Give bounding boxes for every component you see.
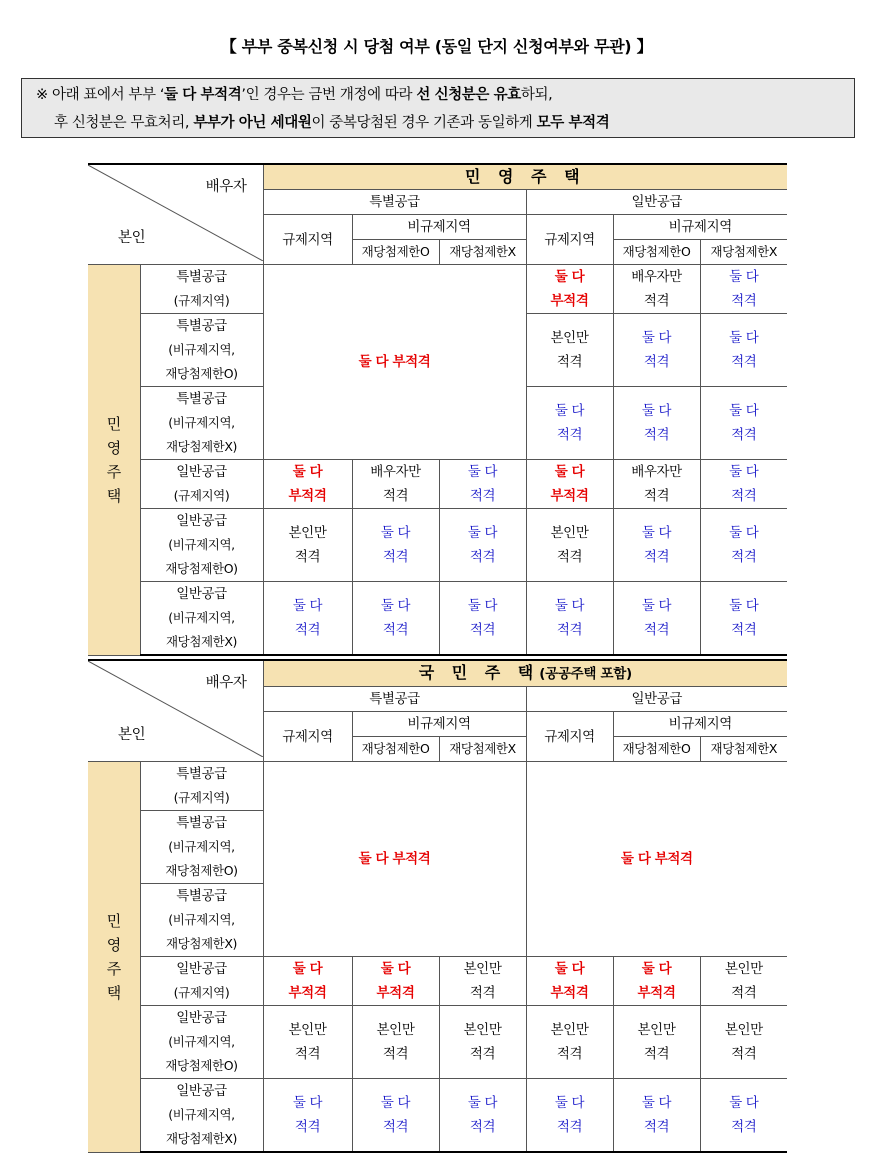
- spouse-label: 배우자: [205, 179, 247, 195]
- col-nonregulated: 비규제지역: [352, 215, 526, 240]
- result-cell: [613, 509, 700, 582]
- col-general-supply: 일반공급: [526, 687, 787, 712]
- result-cell: [263, 1079, 352, 1153]
- result-text: 둘 다 부적격: [550, 961, 589, 1001]
- row-label-main: 특별공급: [176, 269, 227, 285]
- col-limit-x: 재당첨제한X: [439, 240, 526, 265]
- result-cell: [263, 460, 352, 509]
- result-cell: [439, 957, 526, 1006]
- result-cell: [439, 1006, 526, 1079]
- result-text: 둘 다 적격: [729, 464, 759, 504]
- notice-box: [21, 78, 855, 138]
- result-cell: [263, 582, 352, 656]
- page-title: 【 부부 중복신청 시 당첨 여부 (동일 단지 신청여부와 무관) 】: [220, 37, 653, 56]
- result-text: 둘 다 부적격: [637, 961, 676, 1001]
- result-text: 둘 다 적격: [467, 525, 498, 565]
- notice-text: 하되,: [520, 87, 553, 103]
- col-limit-o: 재당첨제한O: [352, 737, 439, 762]
- result-text: 둘 다 부적격: [288, 464, 327, 504]
- result-cell: [352, 1079, 439, 1153]
- result-text: 둘 다 적격: [292, 1095, 323, 1135]
- result-cell: [700, 265, 787, 314]
- col-nonregulated: 비규제지역: [352, 712, 526, 737]
- row-label-main: 일반공급: [176, 1010, 227, 1026]
- merged-result-special: [263, 762, 526, 957]
- result-text: 본인만 적격: [288, 1022, 327, 1062]
- result-cell: [352, 957, 439, 1006]
- side-char: 민: [106, 911, 121, 930]
- result-cell: [526, 460, 613, 509]
- corner-header: [88, 164, 263, 265]
- row-label-sub: (비규제지역,: [168, 342, 235, 357]
- col-special-supply: 특별공급: [263, 687, 526, 712]
- row-label-main: 일반공급: [176, 464, 227, 480]
- result-text: 배우자만 적격: [631, 464, 682, 504]
- result-text: 둘 다 부적격: [550, 464, 589, 504]
- row-label-main: 일반공급: [176, 1083, 227, 1099]
- housing-type-title: 민 영 주 택: [464, 167, 586, 186]
- col-regulated: 규제지역: [263, 215, 352, 265]
- row-label-sub: 재당첨제한O): [165, 561, 238, 576]
- result-cell: [613, 314, 700, 387]
- national-housing-table: [88, 659, 787, 1153]
- row-label: [140, 811, 263, 884]
- col-limit-o: 재당첨제한O: [352, 240, 439, 265]
- col-limit-x: 재당첨제한X: [700, 240, 787, 265]
- notice-bold: 선 신청분은 유효: [416, 87, 521, 103]
- col-general-supply: 일반공급: [526, 190, 787, 215]
- result-text: 둘 다 부적격: [358, 851, 431, 867]
- result-text: 둘 다 적격: [729, 269, 759, 309]
- result-cell: [526, 387, 613, 460]
- result-text: 본인만 적격: [288, 525, 327, 565]
- result-text: 둘 다 적격: [729, 598, 759, 638]
- result-text: 둘 다 부적격: [550, 269, 589, 309]
- notice-line-2: [36, 109, 854, 137]
- result-text: 둘 다 적격: [641, 330, 672, 370]
- row-label-main: 특별공급: [176, 888, 227, 904]
- row-label-sub: (규제지역): [173, 985, 230, 1000]
- notice-bold: 둘 다 부적격: [164, 87, 242, 103]
- row-label-main: 특별공급: [176, 766, 227, 782]
- result-cell: [700, 582, 787, 656]
- result-cell: [700, 314, 787, 387]
- row-label-sub: (비규제지역,: [168, 839, 235, 854]
- result-cell: [613, 582, 700, 656]
- result-text: 둘 다 적격: [380, 598, 411, 638]
- result-cell: [439, 460, 526, 509]
- private-housing-table: [88, 163, 787, 656]
- row-label-sub: 재당첨제한X): [165, 936, 237, 951]
- result-text: 배우자만 적격: [631, 269, 682, 309]
- result-text: 둘 다 부적격: [376, 961, 415, 1001]
- row-label-main: 일반공급: [176, 961, 227, 977]
- notice-text: ※ 아래 표에서 부부 ‘: [36, 87, 165, 103]
- row-label-sub: (규제지역): [173, 293, 230, 308]
- result-cell: [700, 387, 787, 460]
- col-limit-o: 재당첨제한O: [613, 240, 700, 265]
- result-cell: [526, 314, 613, 387]
- col-regulated: 규제지역: [263, 712, 352, 762]
- result-cell: [263, 509, 352, 582]
- result-cell: [613, 265, 700, 314]
- result-text: 둘 다 적격: [641, 525, 672, 565]
- result-text: 본인만 적격: [550, 330, 589, 370]
- result-text: 둘 다 적격: [554, 1095, 585, 1135]
- col-special-supply: 특별공급: [263, 190, 526, 215]
- merged-result-general: [526, 762, 787, 957]
- notice-bold: 부부가 아닌 세대원: [193, 115, 312, 131]
- col-limit-x: 재당첨제한X: [439, 737, 526, 762]
- result-cell: [263, 1006, 352, 1079]
- result-cell: [439, 582, 526, 656]
- col-nonregulated: 비규제지역: [613, 215, 787, 240]
- housing-type-header: [263, 164, 787, 190]
- result-text: 본인만 적격: [637, 1022, 676, 1062]
- result-text: 둘 다 적격: [641, 1095, 672, 1135]
- housing-type-note: (공공주택 포함): [539, 666, 632, 682]
- row-label-sub: 재당첨제한O): [165, 1058, 238, 1073]
- result-text: 둘 다 적격: [380, 525, 411, 565]
- row-label: [140, 314, 263, 387]
- row-label: [140, 1079, 263, 1153]
- col-limit-o: 재당첨제한O: [613, 737, 700, 762]
- housing-type-title: 국 민 주 택: [418, 663, 540, 682]
- row-label-sub: 재당첨제한O): [165, 863, 238, 878]
- row-label-sub: (규제지역): [173, 488, 230, 503]
- result-text: 둘 다 부적격: [620, 851, 693, 867]
- corner-header: [88, 660, 263, 762]
- result-text: 둘 다 적격: [292, 598, 323, 638]
- result-cell: [439, 1079, 526, 1153]
- result-cell: [526, 265, 613, 314]
- row-label-sub: (비규제지역,: [168, 537, 235, 552]
- self-label: 본인: [118, 727, 146, 743]
- row-label-sub: (규제지역): [173, 790, 230, 805]
- side-label-private-housing: [88, 762, 140, 1153]
- row-label-sub: 재당첨제한X): [165, 439, 237, 454]
- result-cell: [700, 460, 787, 509]
- result-text: 둘 다 적격: [729, 525, 759, 565]
- result-cell: [352, 460, 439, 509]
- notice-text: 이 중복당첨된 경우 기존과 동일하게: [311, 115, 537, 131]
- row-label-sub: 재당첨제한X): [165, 634, 237, 649]
- result-cell: [700, 1079, 787, 1153]
- row-label: [140, 265, 263, 314]
- result-text: 둘 다 부적격: [358, 354, 431, 370]
- result-text: 둘 다 적격: [729, 330, 759, 370]
- result-text: 둘 다 부적격: [288, 961, 327, 1001]
- result-text: 둘 다 적격: [729, 403, 759, 443]
- side-char: 주: [106, 462, 121, 481]
- result-cell: [700, 957, 787, 1006]
- result-cell: [352, 582, 439, 656]
- notice-text: 후 신청분은 무효처리,: [54, 115, 194, 131]
- row-label: [140, 957, 263, 1006]
- row-label-main: 일반공급: [176, 586, 227, 602]
- result-cell: [526, 1006, 613, 1079]
- row-label-sub: (비규제지역,: [168, 1107, 235, 1122]
- result-text: 배우자만 적격: [370, 464, 421, 504]
- result-text: 둘 다 적격: [467, 598, 498, 638]
- row-label-sub: (비규제지역,: [168, 610, 235, 625]
- result-text: 본인만 적격: [463, 1022, 502, 1062]
- notice-line-1: [36, 81, 854, 109]
- result-text: 둘 다 적격: [380, 1095, 411, 1135]
- result-text: 본인만 적격: [724, 961, 763, 1001]
- row-label-sub: (비규제지역,: [168, 912, 235, 927]
- result-text: 둘 다 적격: [554, 403, 585, 443]
- result-cell: [613, 1079, 700, 1153]
- row-label: [140, 387, 263, 460]
- row-label-main: 일반공급: [176, 513, 227, 529]
- side-char: 택: [106, 983, 121, 1002]
- result-cell: [700, 1006, 787, 1079]
- row-label-main: 특별공급: [176, 815, 227, 831]
- self-label: 본인: [118, 230, 146, 246]
- result-cell: [613, 460, 700, 509]
- side-label-private-housing: [88, 265, 140, 656]
- result-text: 본인만 적격: [550, 1022, 589, 1062]
- result-cell: [439, 509, 526, 582]
- result-text: 둘 다 적격: [729, 1095, 759, 1135]
- notice-bold: 모두 부적격: [536, 115, 610, 131]
- row-label: [140, 884, 263, 957]
- result-text: 본인만 적격: [550, 525, 589, 565]
- row-label-sub: (비규제지역,: [168, 415, 235, 430]
- result-text: 둘 다 적격: [554, 598, 585, 638]
- row-label-sub: 재당첨제한X): [165, 1131, 237, 1146]
- row-label: [140, 509, 263, 582]
- result-cell: [613, 1006, 700, 1079]
- side-char: 영: [106, 438, 121, 457]
- side-char: 민: [106, 414, 121, 433]
- result-text: 둘 다 적격: [641, 598, 672, 638]
- result-cell: [526, 582, 613, 656]
- side-char: 택: [106, 486, 121, 505]
- row-label-main: 특별공급: [176, 391, 227, 407]
- result-cell: [526, 509, 613, 582]
- row-label: [140, 582, 263, 656]
- spouse-label: 배우자: [205, 675, 247, 691]
- col-limit-x: 재당첨제한X: [700, 737, 787, 762]
- result-text: 둘 다 적격: [467, 1095, 498, 1135]
- result-cell: [352, 509, 439, 582]
- row-label: [140, 762, 263, 811]
- row-label: [140, 460, 263, 509]
- col-nonregulated: 비규제지역: [613, 712, 787, 737]
- row-label-sub: 재당첨제한O): [165, 366, 238, 381]
- result-cell: [613, 387, 700, 460]
- result-cell: [263, 957, 352, 1006]
- result-cell: [526, 957, 613, 1006]
- result-cell: [613, 957, 700, 1006]
- side-char: 영: [106, 935, 121, 954]
- col-regulated: 규제지역: [526, 712, 613, 762]
- row-label: [140, 1006, 263, 1079]
- merged-result-special: [263, 265, 526, 460]
- row-label-main: 특별공급: [176, 318, 227, 334]
- result-text: 둘 다 적격: [641, 403, 672, 443]
- row-label-sub: (비규제지역,: [168, 1034, 235, 1049]
- result-text: 둘 다 적격: [467, 464, 498, 504]
- result-text: 본인만 적격: [724, 1022, 763, 1062]
- result-cell: [352, 1006, 439, 1079]
- result-text: 본인만 적격: [376, 1022, 415, 1062]
- side-char: 주: [106, 959, 121, 978]
- housing-type-header: [263, 660, 787, 687]
- result-text: 본인만 적격: [463, 961, 502, 1001]
- notice-text: ’인 경우는 금번 개정에 따라: [241, 87, 417, 103]
- col-regulated: 규제지역: [526, 215, 613, 265]
- result-cell: [700, 509, 787, 582]
- result-cell: [526, 1079, 613, 1153]
